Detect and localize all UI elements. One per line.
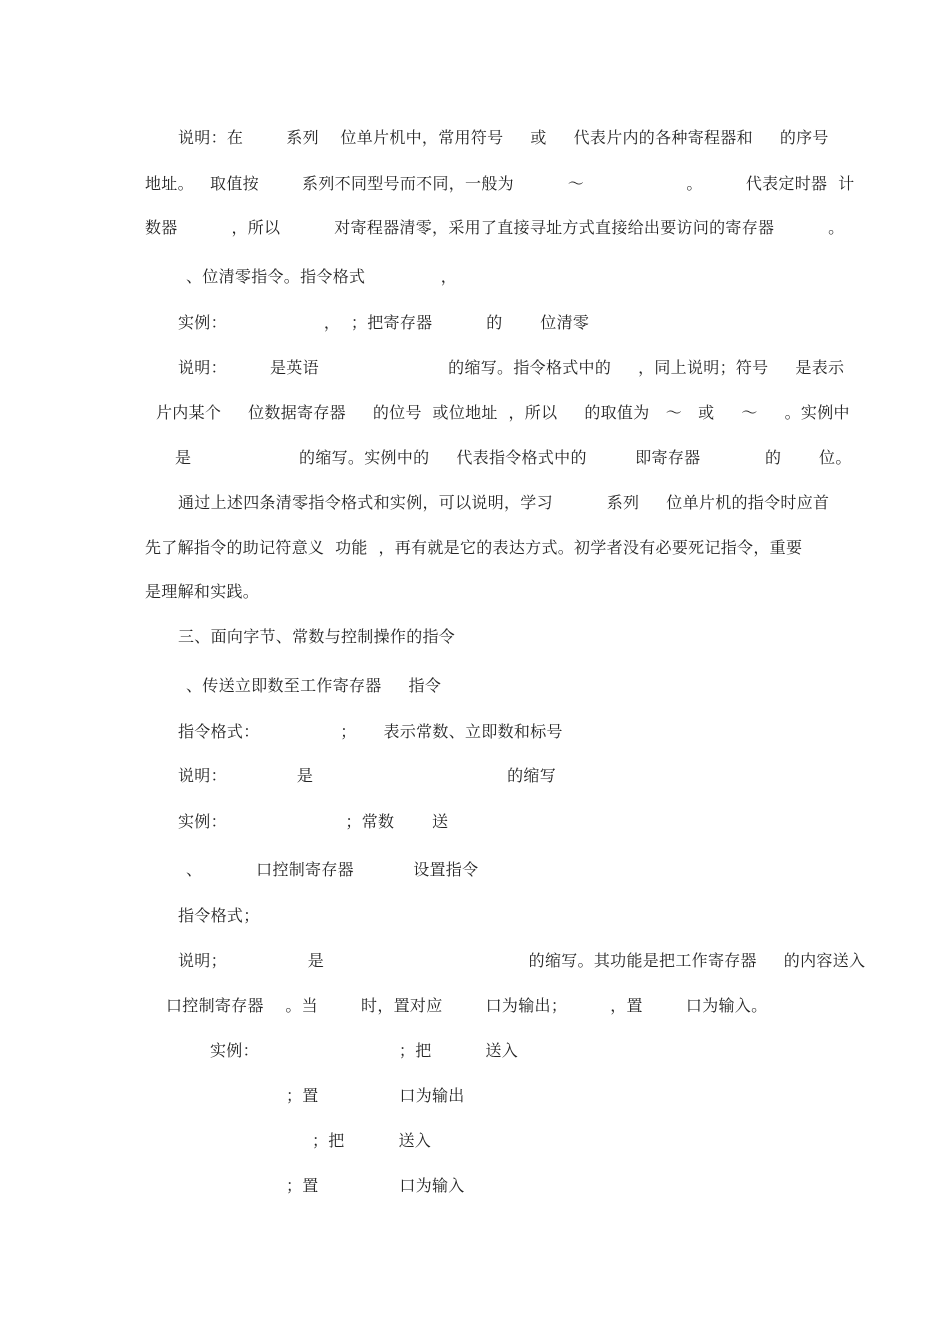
example-line: 实例： ；把 送入 [210, 1041, 518, 1060]
section-heading: 、传送立即数至工作寄存器 指令 [186, 676, 442, 695]
section-heading: 、 口控制寄存器 设置指令 [186, 860, 479, 879]
paragraph-line: 说明：在 系列 位单片机中，常用符号 或 代表片内的各种寄程器和 的序号 [178, 128, 829, 147]
format-line: 指令格式： ； 表示常数、立即数和标号 [178, 722, 563, 741]
paragraph-line: 数器 ，所以 对寄程器清零，采用了直接寻址方式直接给出要访问的寄存器 。 [145, 218, 845, 237]
example-line: ；置 口为输入 [286, 1176, 465, 1195]
example-line: ；置 口为输出 [286, 1086, 465, 1105]
format-line: 指令格式； [178, 906, 260, 925]
paragraph-line: 片内某个 位数据寄存器 的位号 或位地址 ，所以 的取值为 ～ 或 ～ 。实例中 [156, 403, 850, 422]
chapter-heading: 三、面向字节、常数与控制操作的指令 [178, 627, 456, 646]
paragraph-line: 先了解指令的助记符意义 功能 ，再有就是它的表达方式。初学者没有必要死记指令，重要 [145, 538, 803, 557]
example-line: 实例： ， ；把寄存器 的 位清零 [178, 313, 590, 332]
paragraph-line: 说明： 是 的缩写 [178, 766, 557, 785]
paragraph-line: 通过上述四条清零指令格式和实例，可以说明，学习 系列 位单片机的指令时应首 [178, 493, 830, 512]
paragraph-line: 是理解和实践。 [145, 582, 260, 601]
section-heading: 、位清零指令。指令格式 ， [186, 267, 458, 286]
paragraph-line: 说明： 是英语 的缩写。指令格式中的 ，同上说明；符号 是表示 [178, 358, 845, 377]
paragraph-line: 地址。 取值按 系列不同型号而不同，一般为 ～ 。 代表定时器 计 [145, 174, 855, 193]
example-line: 实例： ；常数 送 [178, 812, 449, 831]
paragraph-line: 是 的缩写。实例中的 代表指令格式中的 即寄存器 的 位。 [175, 448, 852, 467]
paragraph-line: 说明； 是 的缩写。其功能是把工作寄存器 的内容送入 [178, 951, 866, 970]
example-line: ；把 送入 [312, 1131, 432, 1150]
paragraph-line: 口控制寄存器 。当 时，置对应 口为输出； ，置 口为输入。 [166, 996, 768, 1015]
